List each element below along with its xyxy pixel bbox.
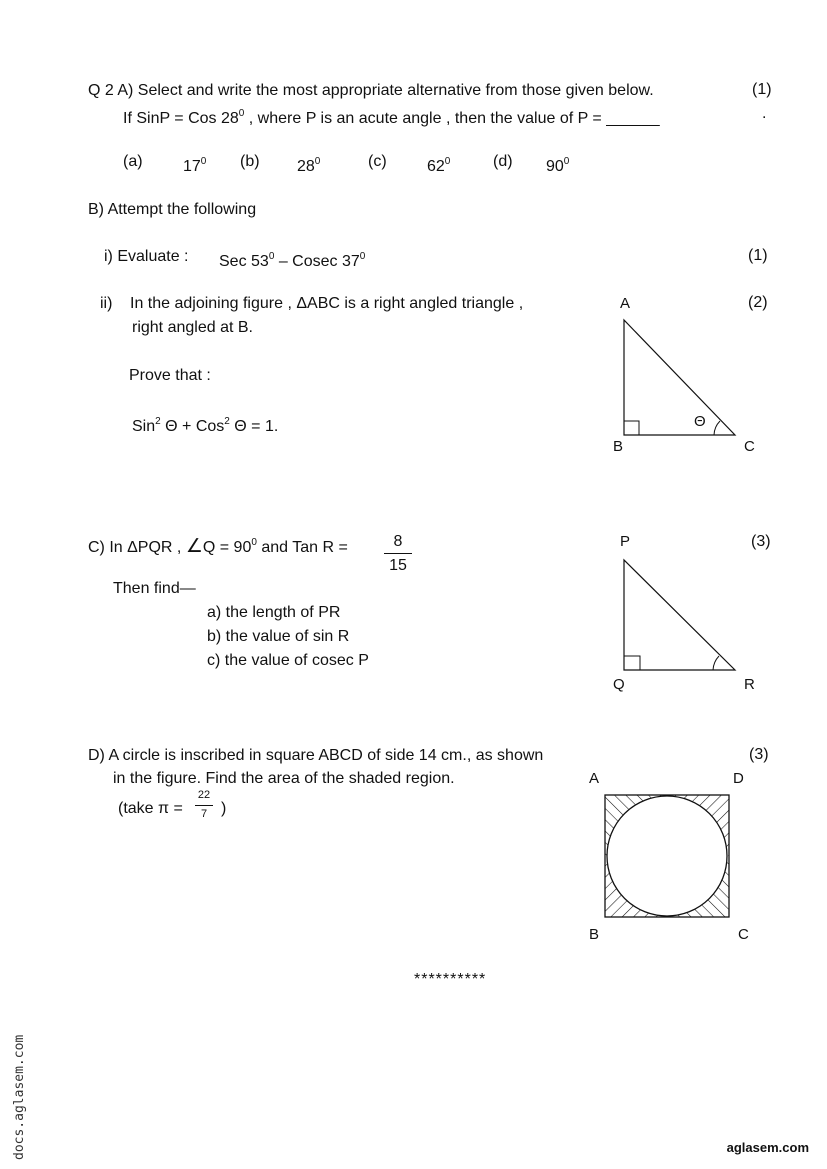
q2b-ii-line1: In the adjoining figure , ΔABC is a right angled triangle , bbox=[130, 295, 524, 312]
q2c-part-c: c) the value of cosec P bbox=[207, 652, 369, 669]
option-c-label: (c) bbox=[368, 153, 387, 170]
degree-sup: 0 bbox=[200, 156, 207, 167]
end-marker: ********** bbox=[414, 971, 487, 988]
q2d-marks: (3) bbox=[749, 746, 769, 763]
footer-brand: aglasem.com bbox=[726, 1140, 809, 1155]
q2b-ii-line2: right angled at B. bbox=[132, 319, 253, 336]
vertex-b-label: B bbox=[613, 438, 624, 455]
q2a-marks: (1) bbox=[752, 81, 772, 98]
q2d-take-close: ) bbox=[221, 800, 227, 817]
degree-sup: 0 bbox=[359, 251, 366, 262]
q2b-i-label: i) Evaluate : bbox=[104, 248, 189, 265]
option-d-label: (d) bbox=[493, 153, 513, 170]
q2b-i-expr-part2: – Cosec 37 bbox=[274, 253, 360, 270]
vertex-c-label: C bbox=[744, 438, 755, 455]
degree-sup: 0 bbox=[268, 251, 275, 262]
square-sup: 2 bbox=[224, 416, 230, 427]
angle-symbol: ∠ bbox=[185, 536, 203, 557]
q2c-heading-part3: and Tan R = bbox=[256, 539, 348, 556]
q2c-heading-part2: Q = 90 bbox=[202, 539, 252, 556]
theta-label: Θ bbox=[694, 413, 706, 430]
identity-part1: Sin bbox=[132, 418, 156, 435]
tan-r-denominator: 15 bbox=[389, 557, 407, 574]
q2b-heading: B) Attempt the following bbox=[88, 201, 257, 218]
q2d-line2: in the figure. Find the area of the shaded region. bbox=[113, 770, 455, 787]
q2b-ii-prove: Prove that : bbox=[129, 367, 211, 384]
q2c-part-a: a) the length of PR bbox=[207, 604, 341, 621]
q2a-stem-part2: , where P is an acute angle , then the value of P = ______ bbox=[244, 110, 660, 127]
q2d-line1: D) A circle is inscribed in square ABCD of side 14 cm., as shown bbox=[88, 747, 544, 764]
option-c-num: 62 bbox=[427, 158, 445, 175]
q2d-take-label: (take π = bbox=[118, 800, 183, 817]
q2b-ii-label: ii) bbox=[100, 295, 113, 312]
vertex-q-label: Q bbox=[613, 676, 625, 693]
square-sup: 2 bbox=[155, 416, 161, 427]
q2c-heading-part1: C) In ΔPQR , bbox=[88, 539, 182, 556]
q2c-marks: (3) bbox=[751, 533, 771, 550]
watermark-text: docs.aglasem.com bbox=[12, 1034, 27, 1160]
vertex-a-label: A bbox=[620, 295, 631, 312]
degree-sup: 0 bbox=[444, 156, 451, 167]
degree-sup: 0 bbox=[563, 156, 570, 167]
q2a-stem-part1: If SinP = Cos 28 bbox=[123, 110, 239, 127]
inscribed-circle bbox=[607, 796, 727, 916]
option-d-num: 90 bbox=[546, 158, 564, 175]
tan-r-numerator: 8 bbox=[393, 533, 403, 550]
pi-numerator: 22 bbox=[197, 789, 211, 801]
vertex-a-label: A bbox=[589, 770, 600, 787]
q2a-heading: Q 2 A) Select and write the most appropriate alternative from those given below. bbox=[88, 82, 654, 99]
identity-part3: Θ = 1. bbox=[229, 418, 279, 435]
vertex-r-label: R bbox=[744, 676, 755, 693]
vertex-b-label: B bbox=[589, 926, 600, 943]
q2b-i-expr-part1: Sec 53 bbox=[219, 253, 269, 270]
q2a-stem-end: . bbox=[762, 105, 767, 122]
vertex-p-label: P bbox=[620, 533, 631, 550]
option-a-num: 17 bbox=[183, 158, 201, 175]
q2c-part-b: b) the value of sin R bbox=[207, 628, 350, 645]
option-b-label: (b) bbox=[240, 153, 260, 170]
pi-denominator: 7 bbox=[200, 808, 208, 820]
degree-sup: 0 bbox=[314, 156, 321, 167]
degree-sup: 0 bbox=[251, 537, 257, 548]
vertex-d-label: D bbox=[733, 770, 744, 787]
option-b-num: 28 bbox=[297, 158, 315, 175]
q2b-i-marks: (1) bbox=[748, 247, 768, 264]
identity-part2: Θ + Cos bbox=[160, 418, 225, 435]
q2b-ii-marks: (2) bbox=[748, 294, 768, 311]
option-a-label: (a) bbox=[123, 153, 143, 170]
vertex-c-label: C bbox=[738, 926, 749, 943]
degree-sup: 0 bbox=[238, 108, 245, 119]
q2c-then: Then find— bbox=[113, 580, 196, 597]
